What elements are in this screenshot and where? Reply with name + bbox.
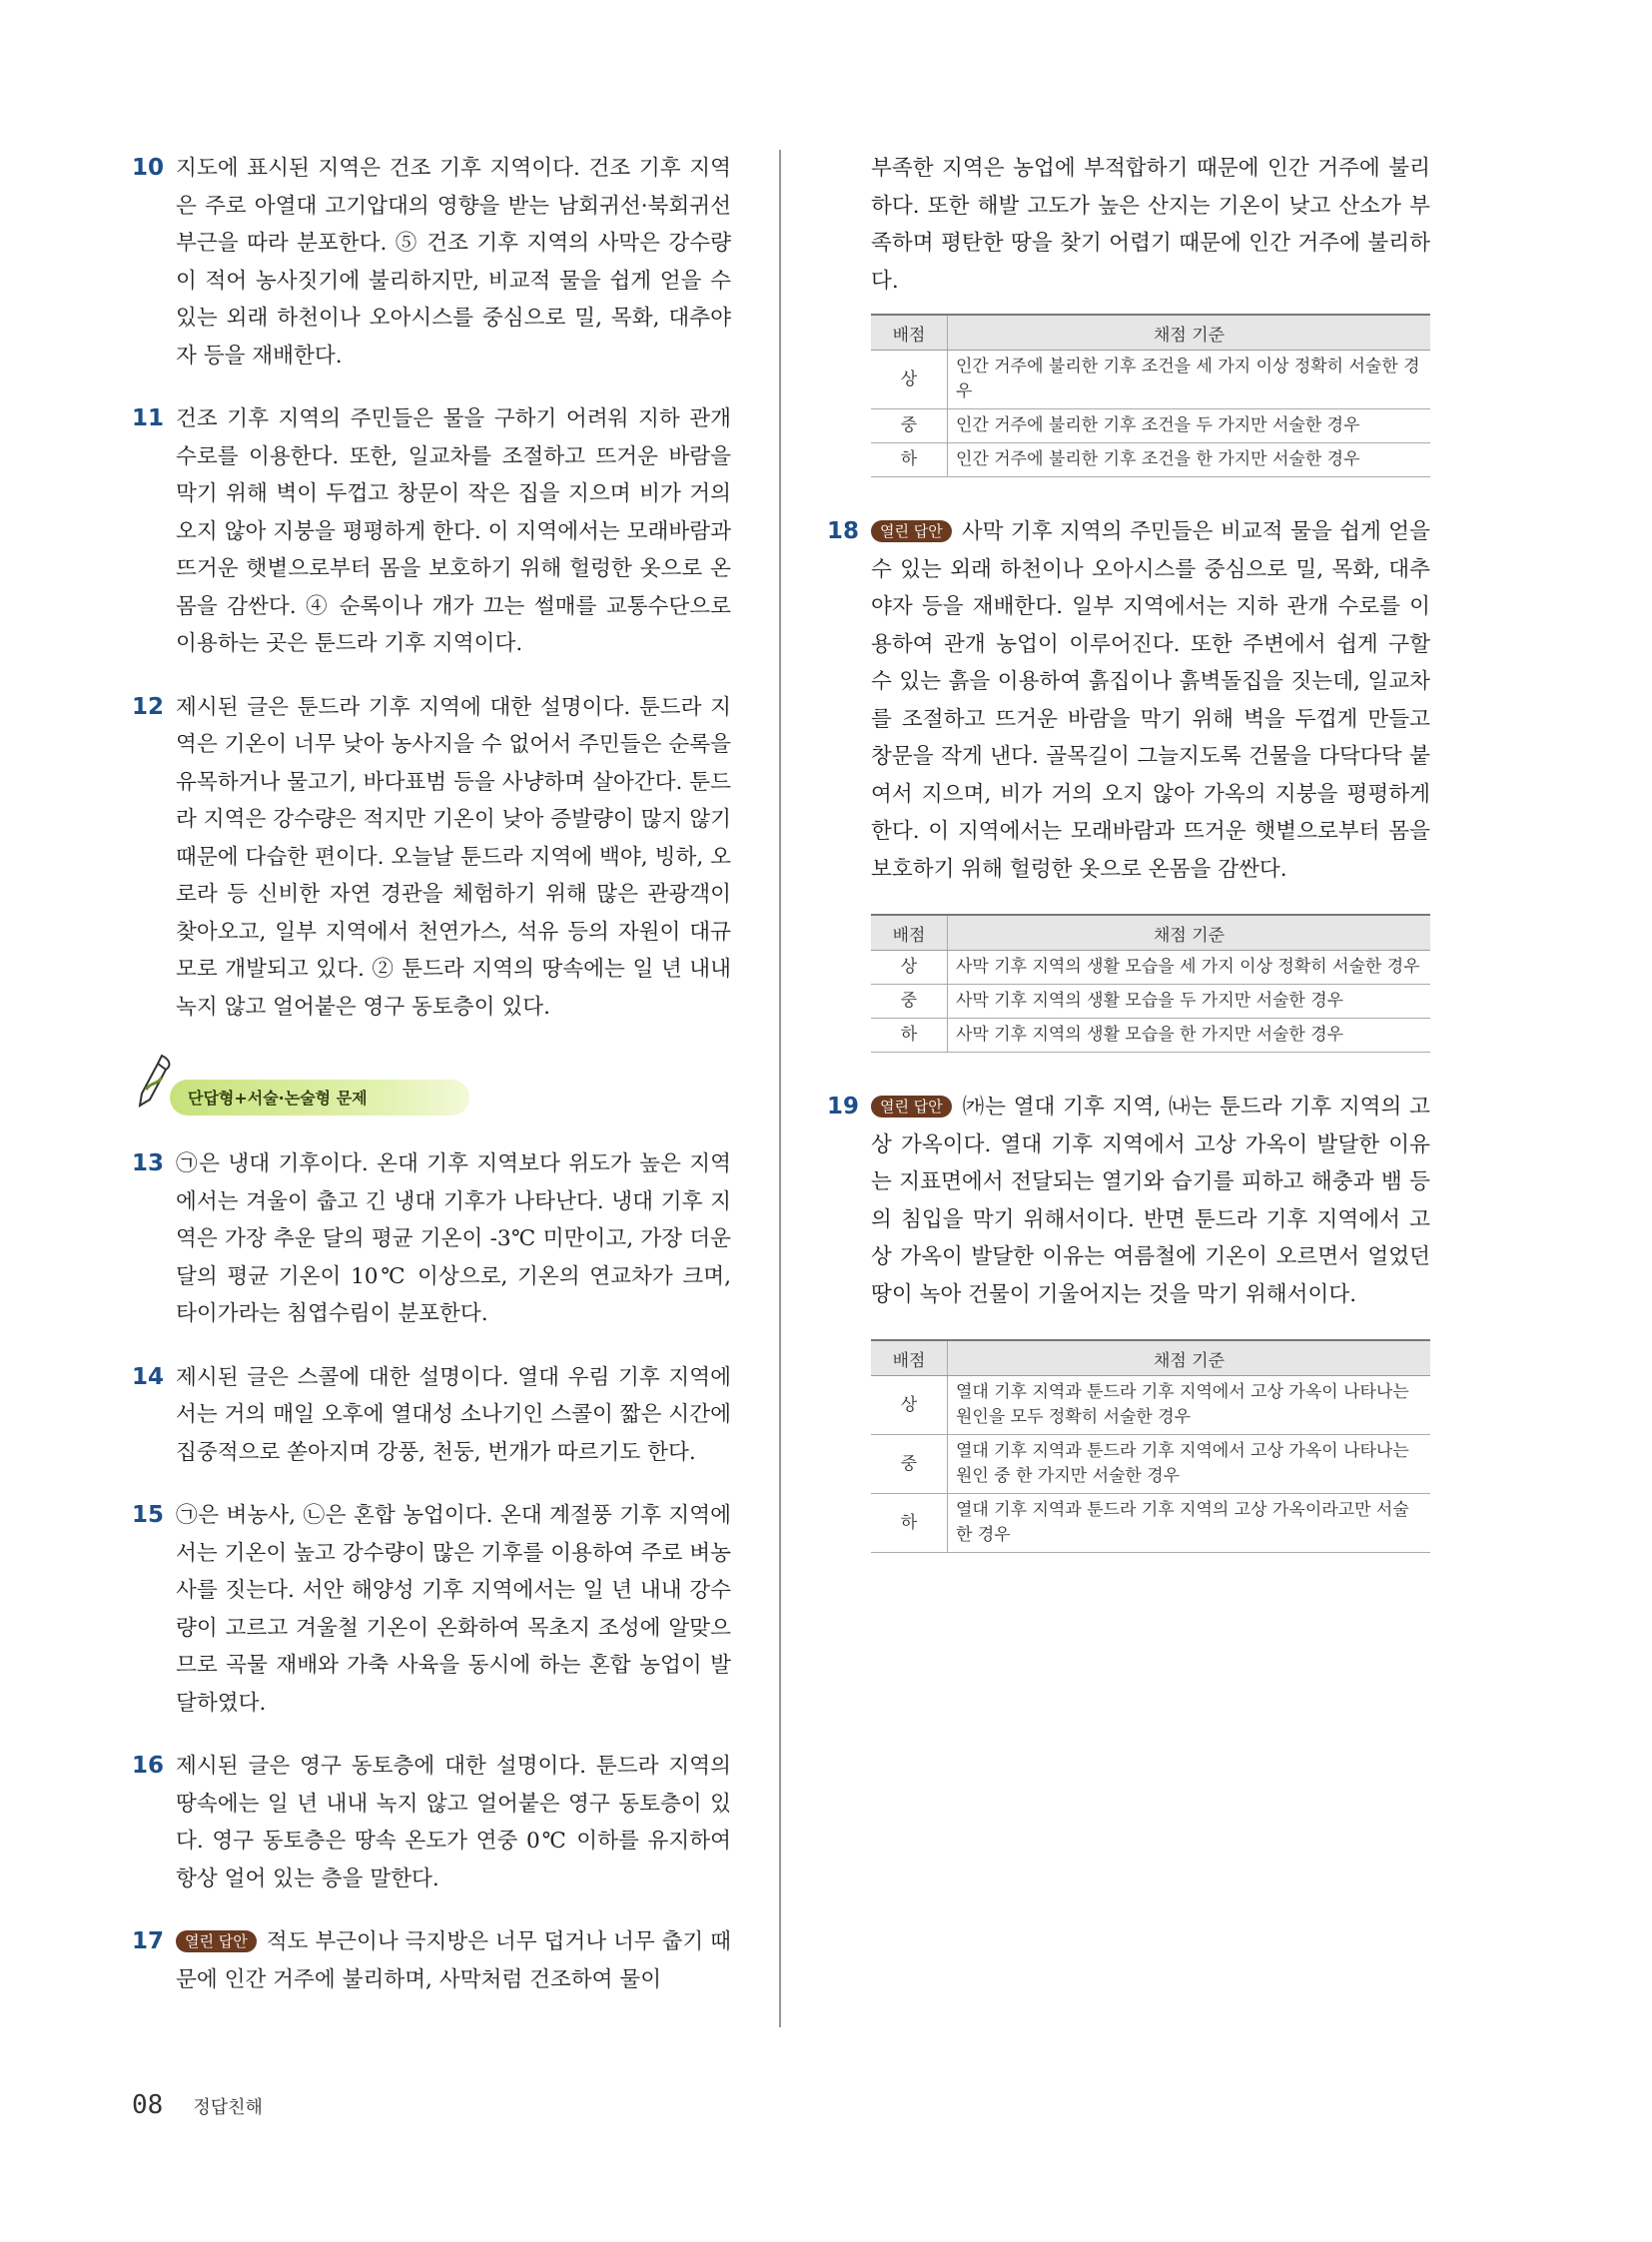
- answer-11: [132, 400, 731, 663]
- score-level: 상: [871, 951, 948, 985]
- answer-text: 건조 기후 지역의 주민들은 물을 구하기 어려워 지하 관개 수로를 이용한다. 또한, 일교차를 조절하고 뜨거운 바람을 막기 위해 벽이 두껍고 창문이 작은 집을 지으며 비가 거의 오지 않아 지붕을 평평하게 한다. 이 지역에서는 모래바람과 뜨거운 햇볕으로부터 몸을 보호하기 위해 헐렁한 옷으로 온몸을 감싼다. ④ 순록이나 개가 끄는 썰매를 교통수단으로 이용하는 곳은 툰드라 기후 지역이다.: [176, 406, 731, 656]
- criteria-cell: 인간 거주에 불리한 기후 조건을 세 가지 이상 정확히 서술한 경우: [948, 351, 1431, 409]
- criteria-header: 채점 기준: [948, 915, 1431, 951]
- answer-text: 제시된 글은 스콜에 대한 설명이다. 열대 우림 기후 지역에서는 거의 매일 오후에 열대성 소나기인 스콜이 짧은 시간에 집중적으로 쏟아지며 강풍, 천둥, 번개가 따르기도 한다.: [176, 1364, 731, 1465]
- answer-number: 17: [132, 1928, 165, 1954]
- answer-text: ㉠은 벼농사, ㉡은 혼합 농업이다. 온대 계절풍 기후 지역에서는 기온이 높고 강수량이 많은 기후를 이용하여 주로 벼농사를 짓는다. 서안 해양성 기후 지역에서는 일 년 내내 강수량이 고르고 겨울철 기온이 온화하여 목초지 조성에 알맞으므로 곡물 재배와 가축 사육을 동시에 하는 혼합 농업이 발달하였다.: [176, 1503, 731, 1716]
- criteria-header: 채점 기준: [948, 1340, 1431, 1376]
- answer-number: 13: [132, 1150, 165, 1176]
- answer-18: [827, 513, 1430, 888]
- answer-text: ㉠은 냉대 기후이다. 온대 기후 지역보다 위도가 높은 지역에서는 겨울이 춥고 긴 냉대 기후가 나타난다. 냉대 기후 지역은 가장 추운 달의 평균 기온이 -3℃ 미만이고, 가장 더운 달의 평균 기온이 10℃ 이상으로, 기온의 연교차가 크며, 타이가라는 침엽수림이 분포한다.: [176, 1151, 731, 1326]
- answer-16: [132, 1748, 731, 1897]
- answer-number: 14: [132, 1363, 165, 1390]
- table-header-row: [871, 915, 1430, 951]
- answer-number: 15: [132, 1502, 165, 1528]
- answer-text: 제시된 글은 영구 동토층에 대한 설명이다. 툰드라 지역의 땅속에는 일 년 내내 녹지 않고 얼어붙은 영구 동토층이 있다. 영구 동토층은 땅속 온도가 연중 0℃ 이하를 유지하여 항상 얼어 있는 층을 말한다.: [176, 1754, 731, 1891]
- table-row: [871, 1019, 1430, 1053]
- section-title: 단답형+서술·논술형 문제: [188, 1089, 368, 1108]
- answer-10: [132, 150, 731, 374]
- criteria-cell: 사막 기후 지역의 생활 모습을 세 가지 이상 정확히 서술한 경우: [948, 951, 1431, 985]
- score-level: 하: [871, 443, 948, 477]
- score-level: 하: [871, 1494, 948, 1553]
- score-level: 중: [871, 409, 948, 443]
- criteria-cell: 인간 거주에 불리한 기후 조건을 두 가지만 서술한 경우: [948, 409, 1431, 443]
- score-header: 배점: [871, 315, 948, 351]
- pen-icon: [132, 1052, 182, 1112]
- table-row: [871, 409, 1430, 443]
- column-divider: [779, 150, 781, 2027]
- score-level: 상: [871, 1376, 948, 1435]
- answer-number: 19: [827, 1094, 860, 1120]
- answer-text: [871, 1089, 1430, 1313]
- grading-table-17: [871, 314, 1430, 477]
- open-answer-badge: 열린 답안: [176, 1930, 257, 1952]
- score-header: 배점: [871, 915, 948, 951]
- criteria-cell: 열대 기후 지역과 툰드라 기후 지역에서 고상 가옥이 나타나는 원인 중 한 가지만 서술한 경우: [948, 1435, 1431, 1494]
- book-title: 정답친해: [193, 2097, 263, 2118]
- table-row: [871, 1435, 1430, 1494]
- criteria-cell: 사막 기후 지역의 생활 모습을 한 가지만 서술한 경우: [948, 1019, 1431, 1053]
- open-answer-badge: 열린 답안: [871, 520, 952, 542]
- table-row: [871, 951, 1430, 985]
- open-answer-badge: 열린 답안: [871, 1096, 952, 1118]
- answer-body: 적도 부근이나 극지방은 너무 덥거나 너무 춥기 때문에 인간 거주에 불리하며, 사막처럼 건조하여 물이: [176, 1929, 731, 1992]
- table-row: [871, 1494, 1430, 1553]
- answer-12: [132, 689, 731, 1027]
- table-row: [871, 1376, 1430, 1435]
- score-level: 중: [871, 985, 948, 1019]
- table-row: [871, 985, 1430, 1019]
- table-header-row: [871, 1340, 1430, 1376]
- answer-body: 사막 기후 지역의 주민들은 비교적 물을 쉽게 얻을 수 있는 외래 하천이나 오아시스를 중심으로 밀, 목화, 대추야자 등을 재배한다. 일부 지역에서는 지하 관개 수로를 이용하여 관개 농업이 이루어진다. 또한 주변에서 쉽게 구할 수 있는 흙을 이용하여 흙집이나 흙벽돌집을 짓는데, 일교차를 조절하고 뜨거운 바람을 막기 위해 벽을 두껍게 만들고 창문을 작게 낸다. 골목길이 그늘지도록 건물을 다닥다닥 붙여서 지으며, 비가 거의 오지 않아 가옥의 지붕을 평평하게 한다. 이 지역에서는 모래바람과 뜨거운 햇볕으로부터 몸을 보호하기 위해 헐렁한 옷으로 온몸을 감싼다.: [871, 519, 1430, 882]
- answer-15: [132, 1497, 731, 1722]
- score-header: 배점: [871, 1340, 948, 1376]
- page-footer: [132, 2090, 263, 2120]
- section-header: [132, 1052, 731, 1121]
- answer-body: ㈎는 열대 기후 지역, ㈏는 툰드라 기후 지역의 고상 가옥이다. 열대 기후 지역에서 고상 가옥이 발달한 이유는 지표면에서 전달되는 열기와 습기를 피하고 해충과 뱀 등의 침입을 막기 위해서이다. 반면 툰드라 기후 지역에서 고상 가옥이 발달한 이유는 여름철에 기온이 오르면서 얼었던 땅이 녹아 건물이 기울어지는 것을 막기 위해서이다.: [871, 1095, 1430, 1307]
- page-number: 08: [132, 2090, 164, 2120]
- grading-table-18: [871, 914, 1430, 1053]
- criteria-cell: 열대 기후 지역과 툰드라 기후 지역에서 고상 가옥이 나타나는 원인을 모두 정확히 서술한 경우: [948, 1376, 1431, 1435]
- table-row: [871, 351, 1430, 409]
- answer-number: 18: [827, 518, 860, 544]
- answer-number: 10: [132, 155, 165, 181]
- right-column: [827, 150, 1430, 1589]
- table-header-row: [871, 315, 1430, 351]
- table-row: [871, 443, 1430, 477]
- score-level: 하: [871, 1019, 948, 1053]
- answer-14: [132, 1359, 731, 1472]
- left-column: [132, 150, 731, 2024]
- grading-table-19: [871, 1339, 1430, 1553]
- criteria-cell: 인간 거주에 불리한 기후 조건을 한 가지만 서술한 경우: [948, 443, 1431, 477]
- answer-text: [176, 1923, 731, 1998]
- answer-number: 11: [132, 405, 165, 431]
- answer-text: [871, 513, 1430, 888]
- answer-17-continued: 부족한 지역은 농업에 부적합하기 때문에 인간 거주에 불리하다. 또한 해발 고도가 높은 산지는 기온이 낮고 산소가 부족하며 평탄한 땅을 찾기 어렵기 때문에 인간 거주에 불리하다.: [871, 156, 1430, 294]
- answer-17: [132, 1923, 731, 1998]
- answer-number: 16: [132, 1753, 165, 1779]
- answer-text: 지도에 표시된 지역은 건조 기후 지역이다. 건조 기후 지역은 주로 아열대 고기압대의 영향을 받는 남회귀선·북회귀선 부근을 따라 분포한다. ⑤ 건조 기후 지역의 사막은 강수량이 적어 농사짓기에 불리하지만, 비교적 물을 쉽게 얻을 수 있는 외래 하천이나 오아시스를 중심으로 밀, 목화, 대추야자 등을 재배한다.: [176, 156, 731, 369]
- criteria-header: 채점 기준: [948, 315, 1431, 351]
- criteria-cell: 열대 기후 지역과 툰드라 기후 지역의 고상 가옥이라고만 서술한 경우: [948, 1494, 1431, 1553]
- answer-19: [827, 1089, 1430, 1313]
- score-level: 중: [871, 1435, 948, 1494]
- answer-number: 12: [132, 693, 165, 720]
- criteria-cell: 사막 기후 지역의 생활 모습을 두 가지만 서술한 경우: [948, 985, 1431, 1019]
- answer-text: 제시된 글은 툰드라 기후 지역에 대한 설명이다. 툰드라 지역은 기온이 너무 낮아 농사지을 수 없어서 주민들은 순록을 유목하거나 물고기, 바다표범 등을 사냥하며 살아간다. 툰드라 지역은 강수량은 적지만 기온이 낮아 증발량이 많지 않기 때문에 다습한 편이다. 오늘날 툰드라 지역에 백야, 빙하, 오로라 등 신비한 자연 경관을 체험하기 위해 많은 관광객이 찾아오고, 일부 지역에서 천연가스, 석유 등의 자원이 대규모로 개발되고 있다. ② 툰드라 지역의 땅속에는 일 년 내내 녹지 않고 얼어붙은 영구 동토층이 있다.: [176, 694, 731, 1020]
- answer-13: [132, 1145, 731, 1333]
- score-level: 상: [871, 351, 948, 409]
